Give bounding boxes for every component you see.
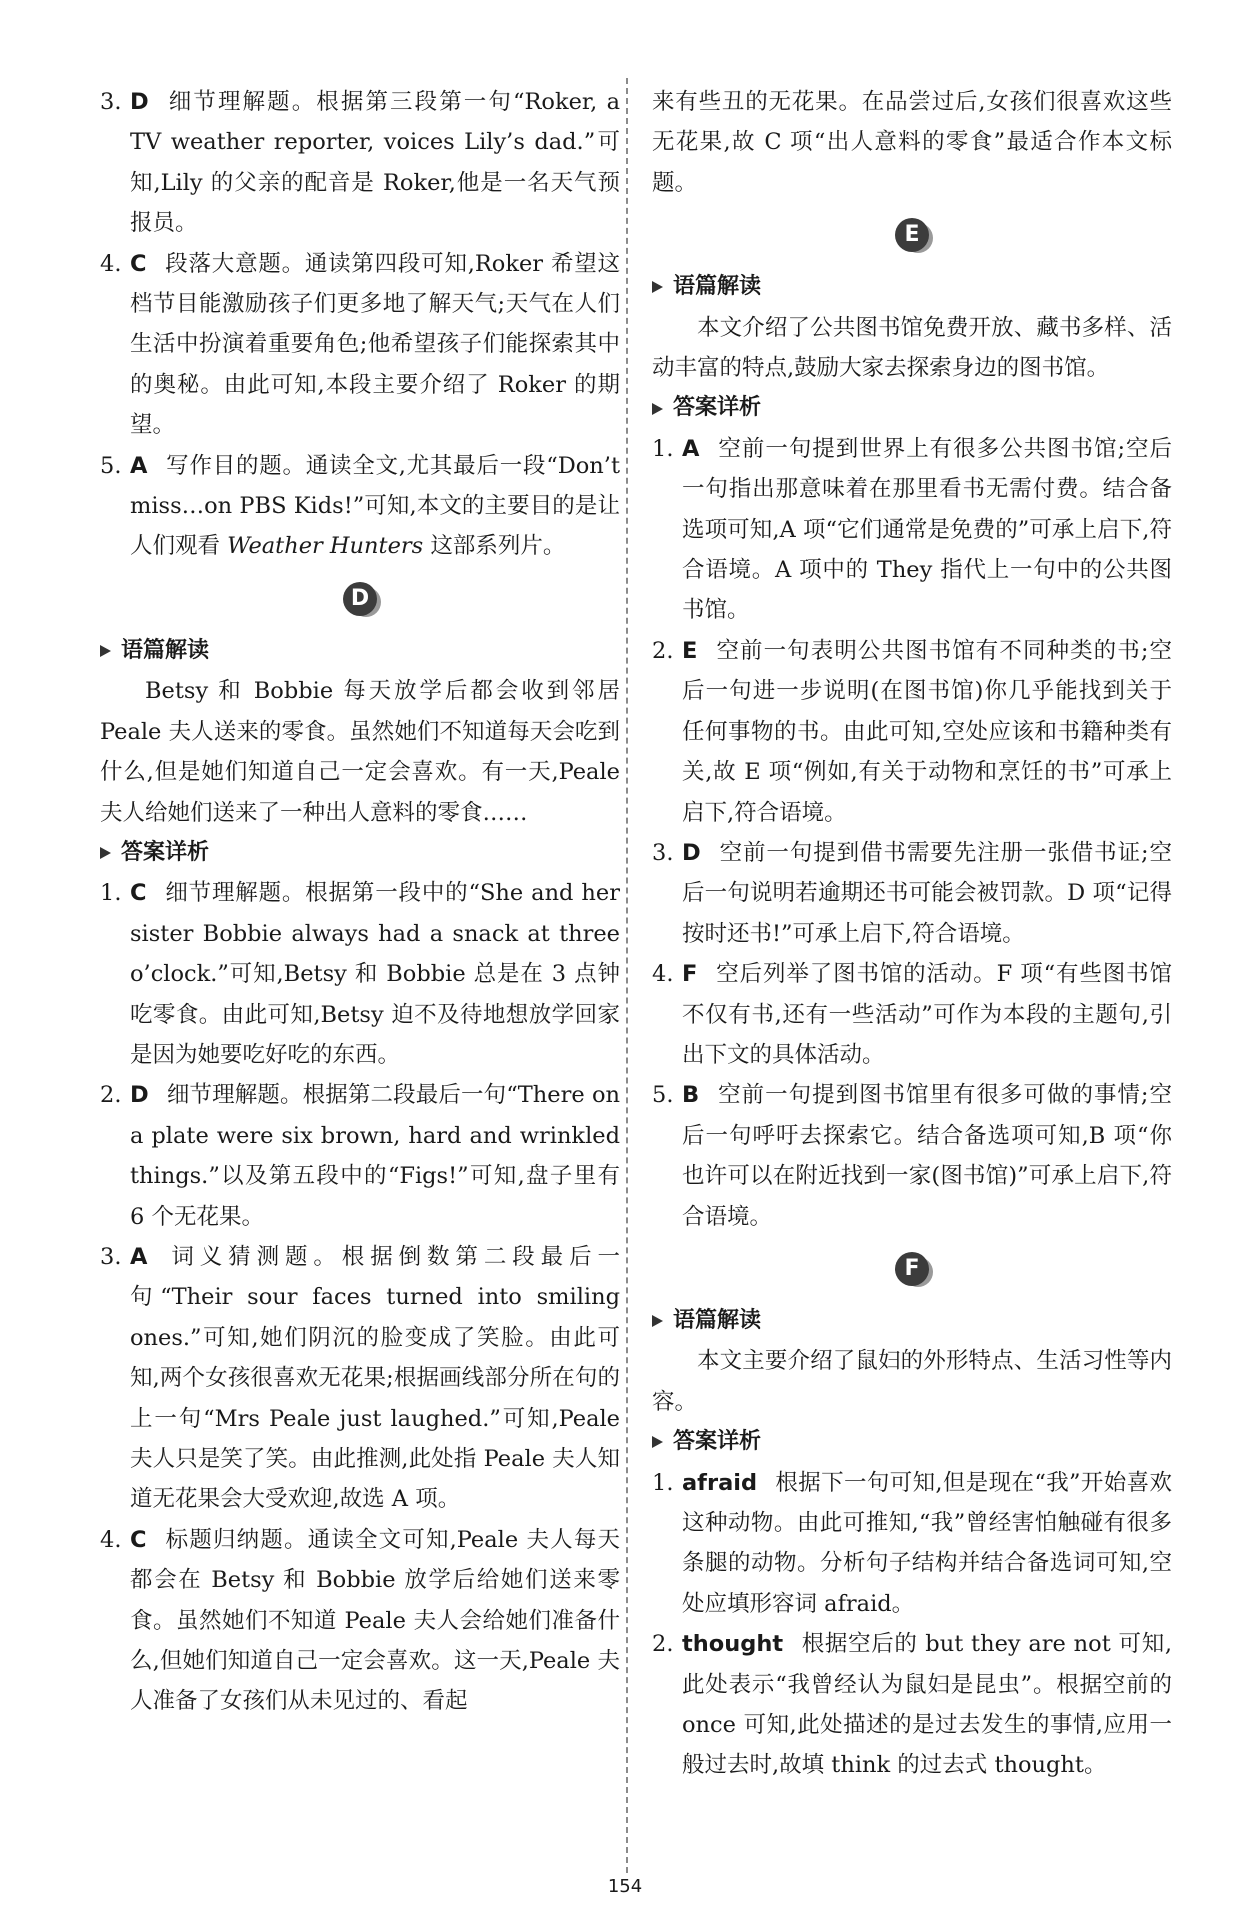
answer-item-c5 — [100, 446, 620, 567]
item-number: 2. — [652, 1631, 674, 1658]
item-explanation: 空前一句提到图书馆里有很多可做的事情;空后一句呼吁去探索它。结合备选项可知,B 项“你也许可以在附近找到一家(图书馆)”可承上启下,符合语境。 — [682, 1082, 1172, 1230]
series-title: Weather Hunters — [227, 533, 424, 560]
item-number: 4. — [652, 961, 674, 988]
passage-heading — [100, 631, 620, 671]
arrow-icon — [100, 847, 111, 859]
answer-item-e3 — [652, 833, 1172, 954]
item-explanation: 细节理解题。根据第一段中的“She and her sister Bobbie always had a snack at three o’clock.”可知,Betsy 和 Bobbie 总是在 3 点钟吃零食。由此可知,Betsy 迫不及待地想放学回家是因为她要吃好吃的东西。 — [130, 880, 620, 1068]
answer-item-c4 — [100, 244, 620, 446]
arrow-icon — [100, 645, 111, 657]
item-explanation: 根据空后的 but they are not 可知,此处表示“我曾经认为鼠妇是昆虫”。根据空前的 once 可知,此处描述的是过去发生的事情,应用一般过去时,故填 think 的过去式 thought。 — [682, 1631, 1172, 1779]
item-explanation-end: 这部系列片。 — [423, 533, 566, 560]
item-answer: D — [130, 1082, 149, 1109]
heading-label: 语篇解读 — [121, 637, 210, 663]
passage-heading — [652, 1301, 1172, 1341]
item-answer: A — [130, 452, 148, 479]
answer-item-c3 — [100, 82, 620, 244]
answer-item-e5 — [652, 1075, 1172, 1237]
item-answer: B — [682, 1082, 700, 1109]
item-explanation: 细节理解题。根据第三段第一句“Roker, a TV weather reporter, voices Lily’s dad.”可知,Lily 的父亲的配音是 Roker,他是一名天气预报员。 — [130, 89, 620, 237]
heading-label: 语篇解读 — [673, 274, 762, 300]
answer-item-d3 — [100, 1237, 620, 1520]
answers-heading — [100, 833, 620, 873]
passage-summary: Betsy 和 Bobbie 每天放学后都会收到邻居 Peale 夫人送来的零食。虽然她们不知道每天会吃到什么,但是她们知道自己一定会喜欢。有一天,Peale 夫人给她们送来了一种出人意料的零食…… — [100, 678, 620, 826]
answers-heading — [652, 1422, 1172, 1462]
arrow-icon — [652, 403, 663, 415]
item-answer: thought — [682, 1631, 784, 1658]
arrow-icon — [652, 281, 663, 293]
section-marker-row — [652, 203, 1172, 267]
item-explanation: 标题归纳题。通读全文可知,Peale 夫人每天都会在 Betsy 和 Bobbie 放学后给她们送来零食。虽然她们不知道 Peale 夫人会给她们准备什么,但她们知道自己一定会喜欢。这一天,Peale 夫人准备了女孩们从未见过的、看起 — [130, 1526, 620, 1715]
item-explanation: 空前一句表明公共图书馆有不同种类的书;空后一句进一步说明(在图书馆)你几乎能找到关于任何事物的书。由此可知,空处应该和书籍种类有关,故 E 项“例如,有关于动物和烹饪的书”可承上启下,符合语境。 — [682, 637, 1172, 826]
item-number: 5. — [652, 1082, 674, 1109]
answer-item-f2 — [652, 1624, 1172, 1786]
item-explanation: 空前一句提到世界上有很多公共图书馆;空后一句指出那意味着在那里看书无需付费。结合备选项可知,A 项“它们通常是免费的”可承上启下,符合语境。A 项中的 They 指代上一句中的公共图书馆。 — [682, 435, 1172, 624]
item-answer: D — [682, 839, 701, 866]
passage-summary: 本文介绍了公共图书馆免费开放、藏书多样、活动丰富的特点,鼓励大家去探索身边的图书馆。 — [652, 314, 1172, 382]
item-number: 3. — [652, 839, 674, 866]
item-answer: C — [130, 250, 147, 277]
item-answer: A — [130, 1243, 148, 1270]
item-answer: C — [130, 880, 147, 907]
section-marker-row — [100, 567, 620, 631]
item-number: 3. — [100, 89, 122, 115]
item-answer: D — [130, 89, 149, 115]
item-explanation: 空后列举了图书馆的活动。F 项“有些图书馆不仅有书,还有一些活动”可作为本段的主题句,引出下文的具体活动。 — [682, 961, 1172, 1068]
right-column — [652, 82, 1172, 1786]
answer-item-f1 — [652, 1463, 1172, 1625]
item-number: 2. — [652, 637, 674, 664]
item-answer: A — [682, 435, 700, 462]
arrow-icon — [652, 1315, 663, 1327]
item-explanation: 空前一句提到借书需要先注册一张借书证;空后一句说明若逾期还书可能会被罚款。D 项“记得按时还书!”可承上启下,符合语境。 — [682, 839, 1172, 947]
item-number: 3. — [100, 1243, 122, 1270]
item-explanation: 写作目的题。通读全文,尤其最后一段“Don’t miss…on PBS Kids!”可知,本文的主要目的是让人们观看 — [130, 452, 620, 560]
answers-heading — [652, 388, 1172, 428]
section-marker-row — [652, 1237, 1172, 1301]
answer-item-e2 — [652, 631, 1172, 833]
item-number: 5. — [100, 452, 122, 479]
answer-item-e4 — [652, 954, 1172, 1075]
item-explanation: 细节理解题。根据第二段最后一句“There on a plate were six brown, hard and wrinkled things.”以及第五段中的“Figs!”可知,盘子里有 6 个无花果。 — [130, 1082, 620, 1230]
answer-item-d1 — [100, 873, 620, 1075]
heading-label: 答案详析 — [673, 395, 762, 421]
item-explanation: 词义猜测题。根据倒数第二段最后一句“Their sour faces turned into smiling ones.”可知,她们阴沉的脸变成了笑脸。由此可知,两个女孩很喜欢无花果;根据画线部分所在句的上一句“Mrs Peale just laughed.”可知,Peale 夫人只是笑了笑。由此推测,此处指 Peale 夫人知道无花果会大受欢迎,故选 A 项。 — [130, 1243, 620, 1513]
left-column — [100, 82, 620, 1722]
answer-item-e1 — [652, 429, 1172, 631]
answer-item-d4 — [100, 1520, 620, 1722]
item-answer: C — [130, 1526, 147, 1553]
item-number: 4. — [100, 250, 122, 277]
continued-text: 来有些丑的无花果。在品尝过后,女孩们很喜欢这些无花果,故 C 项“出人意料的零食”最适合作本文标题。 — [652, 89, 1172, 196]
passage-heading — [652, 267, 1172, 307]
page-number: 154 — [607, 1876, 643, 1897]
column-divider — [626, 78, 628, 1873]
item-explanation: 根据下一句可知,但是现在“我”开始喜欢这种动物。由此可推知,“我”曾经害怕触碰有很多条腿的动物。分析句子结构并结合备选词可知,空处应填形容词 afraid。 — [682, 1469, 1172, 1617]
item-answer: E — [682, 637, 698, 664]
section-f-marker: F — [895, 1252, 929, 1286]
item-number: 1. — [100, 880, 122, 907]
heading-label: 答案详析 — [673, 1429, 762, 1455]
item-explanation: 段落大意题。通读第四段可知,Roker 希望这档节目能激励孩子们更多地了解天气;天气在人们生活中扮演着重要角色;他希望孩子们能探索其中的奥秘。由此可知,本段主要介绍了 Roker 的期望。 — [130, 250, 620, 439]
item-answer: F — [682, 961, 698, 988]
item-number: 1. — [652, 1469, 674, 1496]
section-d-marker: D — [343, 582, 377, 616]
answer-item-d2 — [100, 1075, 620, 1237]
item-answer: afraid — [682, 1469, 758, 1496]
item-number: 4. — [100, 1526, 122, 1553]
heading-label: 语篇解读 — [673, 1307, 762, 1333]
section-e-marker: E — [895, 218, 929, 252]
item-number: 1. — [652, 435, 674, 462]
passage-summary: 本文主要介绍了鼠妇的外形特点、生活习性等内容。 — [652, 1348, 1172, 1415]
arrow-icon — [652, 1436, 663, 1448]
heading-label: 答案详析 — [121, 839, 210, 865]
item-number: 2. — [100, 1082, 122, 1109]
